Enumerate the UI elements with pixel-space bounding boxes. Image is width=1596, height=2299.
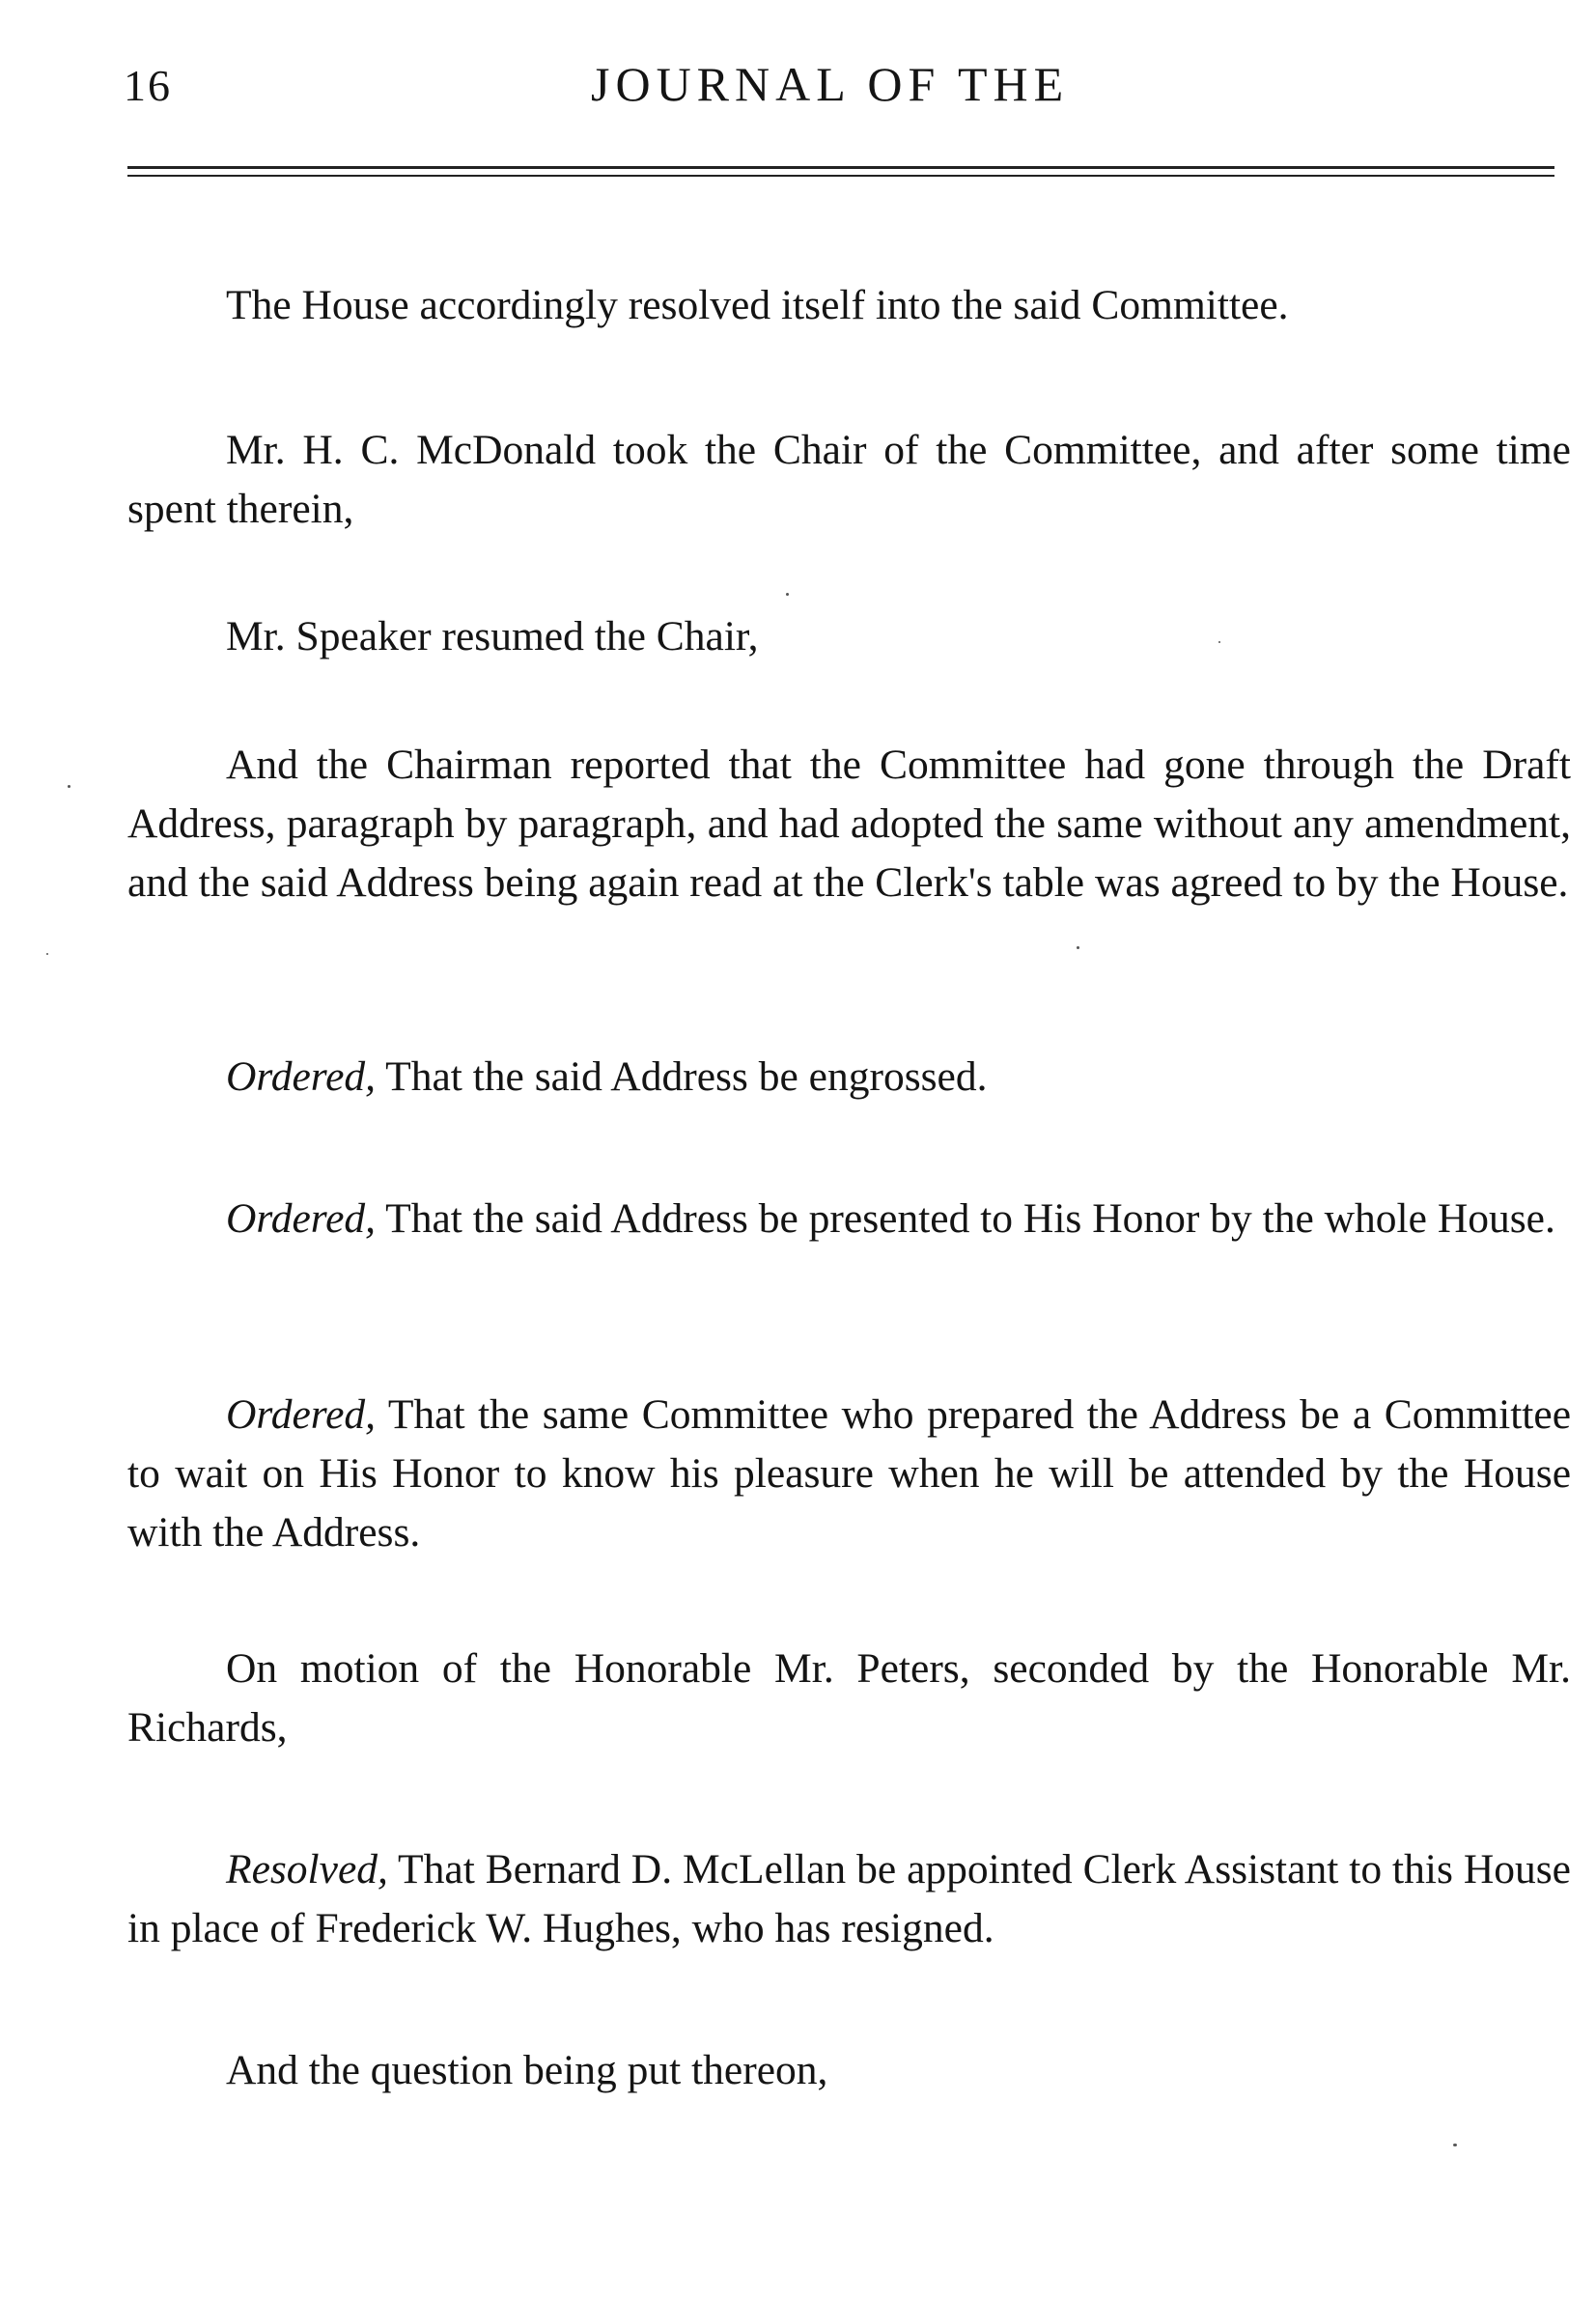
print-speck	[68, 785, 70, 788]
paragraph-text: That the said Address be engrossed.	[376, 1053, 988, 1100]
print-speck	[46, 953, 48, 955]
paragraph-speaker-resumed	[127, 607, 1571, 666]
paragraph-resolved-clerk	[127, 1840, 1571, 1958]
paragraph-chairman-report	[127, 736, 1571, 912]
running-title: JOURNAL OF THE	[591, 57, 1070, 111]
header-rule-top	[127, 166, 1554, 169]
order-label: Ordered,	[226, 1391, 377, 1438]
paragraph-motion	[127, 1640, 1571, 1757]
paragraph-text: Mr. H. C. McDonald took the Chair of the Committee, and after some time spent therein,	[127, 427, 1571, 532]
paragraph-text: That the said Address be presented to His Honor by the whole House.	[376, 1195, 1555, 1242]
print-speck	[1218, 641, 1220, 643]
page-header	[0, 50, 1596, 118]
paragraph-question-put	[127, 2041, 1571, 2100]
paragraph-text: On motion of the Honorable Mr. Peters, seconded by the Honorable Mr. Richards,	[127, 1645, 1571, 1751]
paragraph-chair-taken	[127, 421, 1571, 539]
resolved-label: Resolved,	[226, 1846, 388, 1892]
paragraph-text: And the question being put thereon,	[226, 2047, 828, 2093]
paragraph-text: Mr. Speaker resumed the Chair,	[226, 613, 759, 659]
paragraph-text: The House accordingly resolved itself into the said Committee.	[226, 282, 1289, 328]
paragraph-text: That Bernard D. McLellan be appointed Clerk Assistant to this House in place of Frederick W. Hughes, who has resigned.	[127, 1846, 1571, 1951]
print-speck	[786, 593, 789, 596]
order-label: Ordered,	[226, 1053, 377, 1100]
paragraph-order-engrossed	[127, 1048, 1571, 1107]
paragraph-committee-resolved	[127, 276, 1571, 335]
print-speck	[1077, 946, 1079, 949]
paragraph-text: And the Chairman reported that the Committee had gone through the Draft Address, paragraph by paragraph, and had adopted the same without any amendment, and the said Address being again read at the Clerk's table was agreed to by the House.	[127, 742, 1571, 906]
print-speck	[1453, 2144, 1457, 2146]
paragraph-order-presented	[127, 1190, 1571, 1248]
paragraph-text: That the same Committee who prepared the Address be a Committee to wait on His Honor to know his pleasure when he will be attended by the House with the Address.	[127, 1391, 1571, 1556]
paragraph-order-committee-wait	[127, 1386, 1571, 1562]
order-label: Ordered,	[226, 1195, 377, 1242]
page-number: 16	[124, 61, 172, 110]
header-rule-bottom	[127, 175, 1554, 177]
